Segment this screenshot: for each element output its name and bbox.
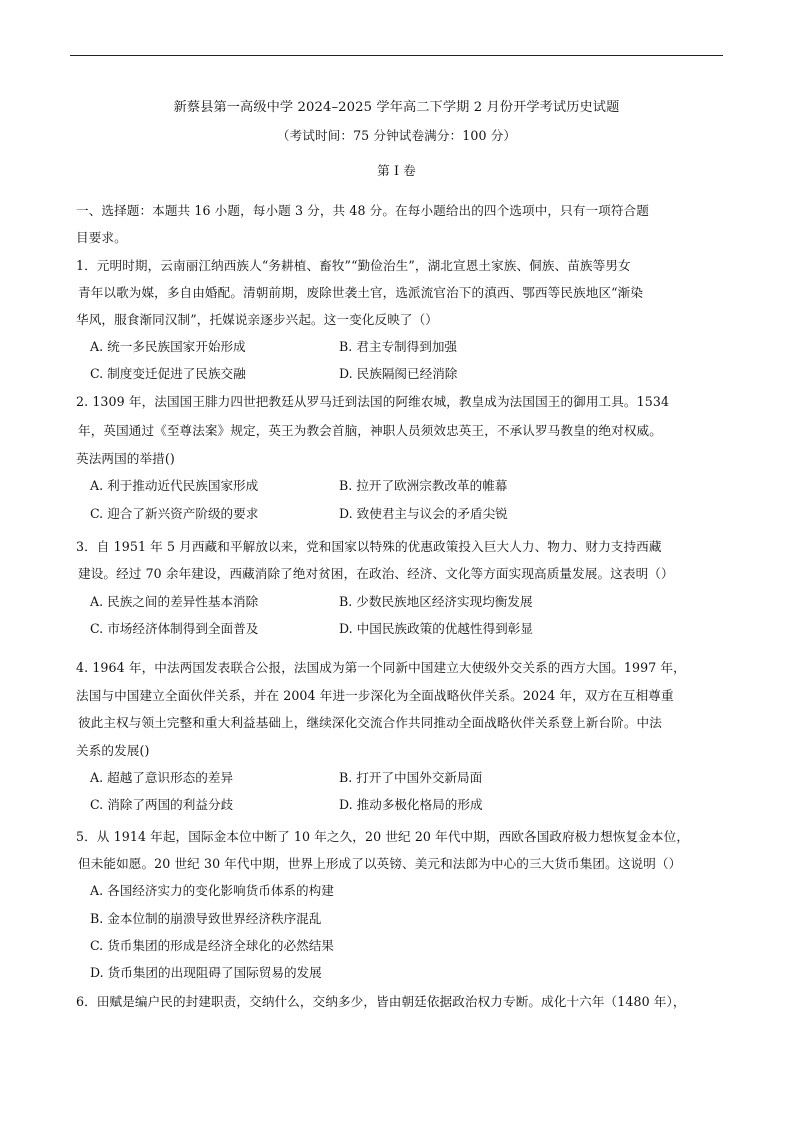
section-heading-line-1: 一、选择题：本题共 16 小题，每小题 3 分，共 48 分。在每小题给出的四个选项中，只有一项符合题	[76, 203, 649, 218]
question-4-option-a[interactable]: A. 超越了意识形态的差异	[90, 770, 234, 785]
question-2-line-3: 英法两国的举措()	[76, 451, 175, 466]
question-3-line-1: 3．自 1951 年 5 月西藏和平解放以来，党和国家以特殊的优惠政策投入巨大人力、物力、财力支持西藏	[76, 539, 662, 554]
question-2-option-b[interactable]: B. 拉开了欧洲宗教改革的帷幕	[339, 478, 508, 493]
question-4-option-d[interactable]: D. 推动多极化格局的形成	[339, 797, 483, 812]
question-3-option-c[interactable]: C. 市场经济体制得到全面普及	[90, 621, 259, 636]
question-1-line-1: 1．元明时期，云南丽江纳西族人“务耕植、畜牧”“勤俭治生”，湖北宣恩土家族、侗族、苗族等男女	[76, 258, 631, 273]
question-4-line-3: 彼此主权与领土完整和重大利益基础上，继续深化交流合作共同推动全面战略伙伴关系登上新台阶。中法	[78, 715, 662, 730]
question-5-line-2: 但未能如愿。20 世纪 30 年代中期，世界上形成了以英镑、美元和法郎为中心的三大货币集团。这说明（）	[78, 856, 682, 871]
question-2-option-d[interactable]: D. 致使君主与议会的矛盾尖锐	[339, 506, 508, 521]
volume-label: 第 I 卷	[377, 163, 416, 178]
question-1-option-c[interactable]: C. 制度变迁促进了民族交融	[90, 366, 246, 381]
question-5-option-d[interactable]: D. 货币集团的出现阻碍了国际贸易的发展	[90, 965, 322, 980]
question-4-option-b[interactable]: B. 打开了中国外交新局面	[339, 770, 483, 785]
question-1-option-b[interactable]: B. 君主专制得到加强	[339, 339, 458, 354]
question-1-line-2: 青年以歌为媒，多自由婚配。清朝前期，废除世袭土官，选派流官治下的滇西、鄂西等民族地区“渐染	[78, 285, 644, 300]
question-2-line-2: 年，英国通过《至尊法案》规定，英王为教会首脑，神职人员须效忠英王，不承认罗马教皇的绝对权威。	[78, 423, 662, 438]
section-heading-line-2: 目要求。	[76, 230, 127, 245]
question-2-line-1: 2. 1309 年，法国国王腓力四世把教廷从罗马迁到法国的阿维农城，教皇成为法国国王的御用工具。1534	[76, 394, 670, 409]
question-1-option-d[interactable]: D. 民族隔阂已经消除	[339, 366, 458, 381]
question-2-option-c[interactable]: C. 迎合了新兴资产阶级的要求	[90, 506, 259, 521]
exam-subtitle: （考试时间：75 分钟试卷满分：100 分）	[276, 128, 517, 143]
question-5-option-a[interactable]: A. 各国经济实力的变化影响货币体系的构建	[90, 883, 334, 898]
question-4-option-c[interactable]: C. 消除了两国的利益分歧	[90, 797, 234, 812]
question-6-line-1: 6．田赋是编户民的封建职责，交纳什么，交纳多少，皆由朝廷依据政治权力专断。成化十六年（1480 年），	[76, 994, 686, 1009]
question-3-option-a[interactable]: A. 民族之间的差异性基本消除	[90, 594, 259, 609]
question-2-option-a[interactable]: A. 利于推动近代民族国家形成	[90, 478, 259, 493]
exam-title: 新蔡县第一高级中学 2024–2025 学年高二下学期 2 月份开学考试历史试题	[173, 100, 620, 115]
question-3-option-b[interactable]: B. 少数民族地区经济实现均衡发展	[339, 594, 533, 609]
question-5-line-1: 5．从 1914 年起，国际金本位中断了 10 年之久，20 世纪 20 年代中期，西欧各国政府极力想恢复金本位，	[76, 829, 690, 844]
question-1-option-a[interactable]: A. 统一多民族国家开始形成	[90, 339, 246, 354]
question-4-line-4: 关系的发展()	[76, 743, 150, 758]
question-4-line-2: 法国与中国建立全面伙伴关系，并在 2004 年进一步深化为全面战略伙伴关系。2024 年，双方在互相尊重	[76, 688, 674, 703]
question-3-option-d[interactable]: D. 中国民族政策的优越性得到彰显	[339, 621, 533, 636]
question-5-option-b[interactable]: B. 金本位制的崩溃导致世界经济秩序混乱	[90, 911, 322, 926]
question-5-option-c[interactable]: C. 货币集团的形成是经济全球化的必然结果	[90, 938, 334, 953]
question-3-line-2: 建设。经过 70 余年建设，西藏消除了绝对贫困，在政治、经济、文化等方面实现高质量发展。这表明（）	[78, 566, 674, 581]
question-4-line-1: 4. 1964 年，中法两国发表联合公报，法国成为第一个同新中国建立大使级外交关系的西方大国。1997 年，	[76, 660, 686, 675]
question-1-line-3: 华风，服食渐同汉制”，托媒说亲逐步兴起。这一变化反映了（）	[76, 312, 438, 327]
header-rule	[70, 55, 723, 56]
